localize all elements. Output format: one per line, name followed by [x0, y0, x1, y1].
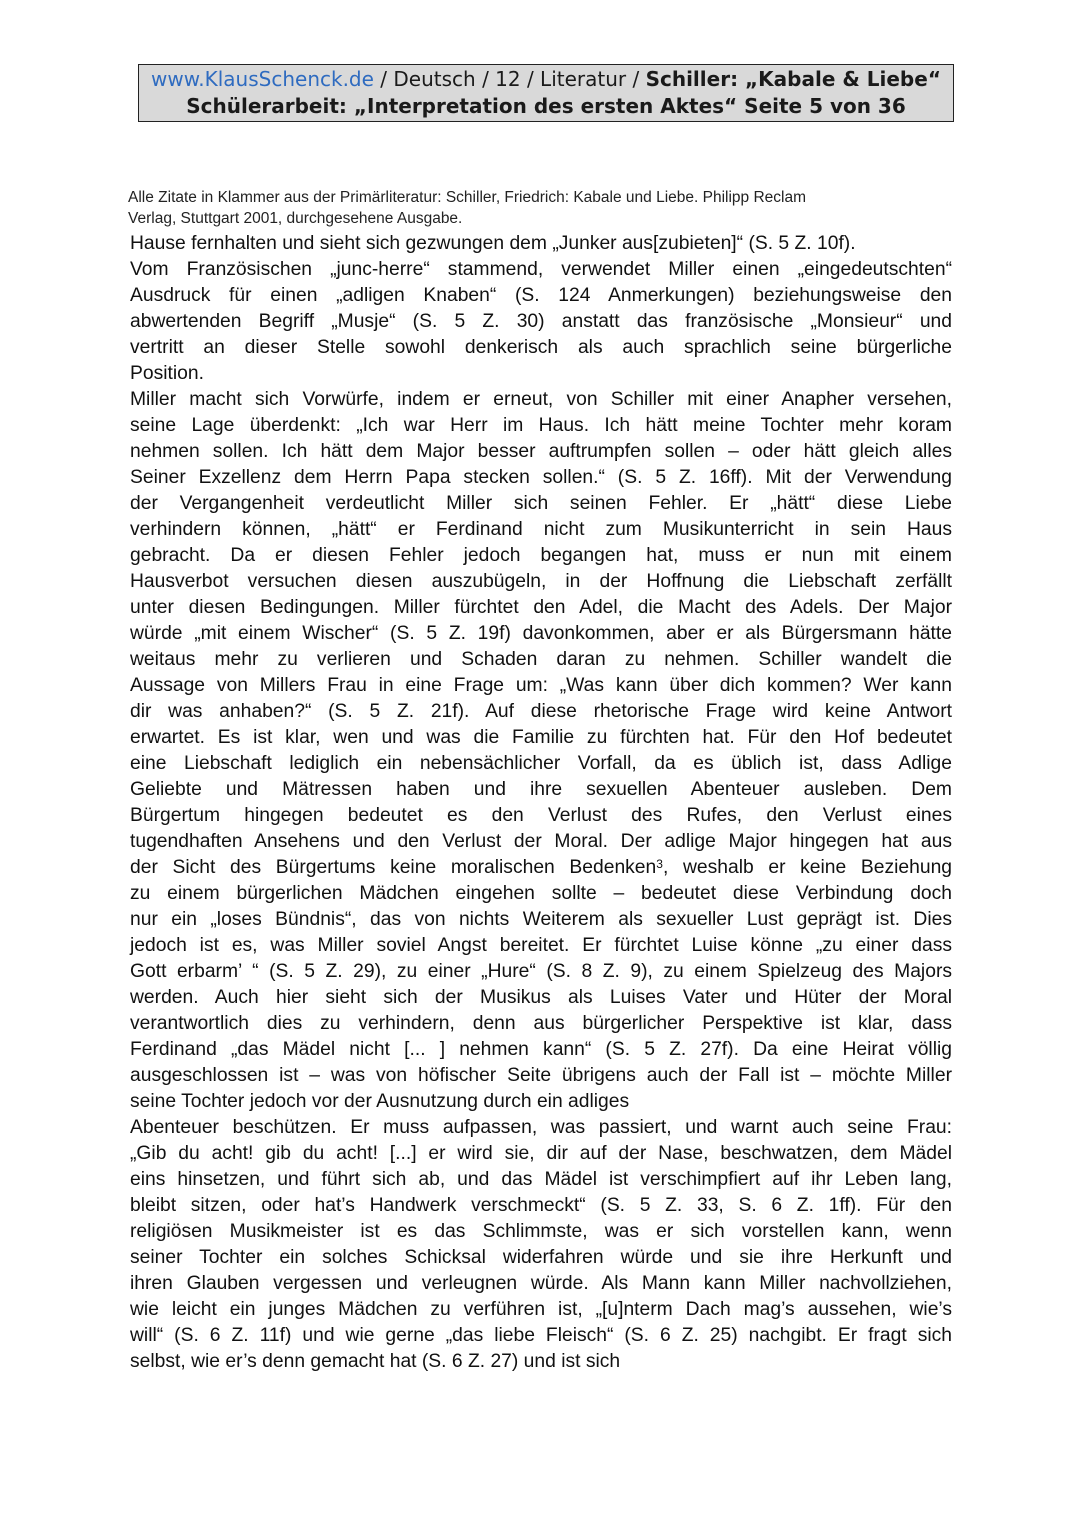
body-line [130, 439, 952, 465]
body-line-text: ausgeschlossen ist – was von höfischer Seite übrigens auch der Fall ist – möchte Miller [130, 1065, 952, 1086]
body-line [130, 283, 952, 309]
body-text [130, 231, 952, 1375]
body-line-text: „Gib du acht! gib du acht! [...] er wird sie, dir auf der Nase, beschwatzen, dem Mädel [130, 1143, 952, 1164]
body-line [130, 517, 952, 543]
body-line [130, 699, 952, 725]
body-line-text: Geliebte und Mätressen haben und ihre sexuellen Abenteuer ausleben. Dem [130, 779, 952, 800]
body-line-text: Aussage von Millers Frau in eine Frage um: „Was kann über dich kommen? Wer kann [130, 675, 952, 696]
header-work-title: Schiller: „Kabale & Liebe“ [645, 67, 941, 91]
body-line [130, 309, 952, 335]
body-line-text: seine Lage überdenkt: „Ich war Herr im Haus. Ich hätt meine Tochter mehr koram [130, 415, 952, 436]
body-line-text: Ferdinand „das Mädel nicht [... ] nehmen kann“ (S. 5 Z. 27f). Da eine Heirat völlig [130, 1039, 952, 1060]
body-line-text: tugendhaften Ansehens und den Verlust der Moral. Der adlige Major hingegen hat aus [130, 831, 952, 852]
body-line [130, 777, 952, 803]
body-line [130, 1089, 952, 1115]
body-line-text: vertritt an dieser Stelle sowohl denkerisch als auch sprachlich seine bürgerliche [130, 337, 952, 358]
body-line [130, 855, 952, 881]
body-line [130, 1323, 952, 1349]
body-line [130, 569, 952, 595]
body-line-text: erwartet. Es ist klar, wen und was die Familie zu fürchten hat. Für den Hof bedeutet [130, 727, 952, 748]
body-line-text: Ausdruck für einen „adligen Knaben“ (S. 124 Anmerkungen) beziehungsweise den [130, 285, 952, 306]
body-line [130, 907, 952, 933]
source-note-line: Alle Zitate in Klammer aus der Primärliteratur: Schiller, Friedrich: Kabale und Liebe. Philipp Reclam [128, 189, 806, 206]
body-line-text: nur ein „loses Bündnis“, das von nichts Weiterem als sexueller Lust geprägt ist. Dies [130, 909, 952, 930]
body-line-text: gebracht. Da er diesen Fehler jedoch begangen hat, muss er nun mit einem [130, 545, 952, 566]
body-line-text: eins hinsetzen, und führt sich ab, und das Mädel ist verschimpfiert auf ihr Leben lang, [130, 1169, 952, 1190]
body-line-text: unter diesen Bedingungen. Miller fürchtet den Adel, die Macht des Adels. Der Major [130, 597, 952, 618]
site-link[interactable]: www.KlausSchenck.de [151, 67, 374, 91]
body-line [130, 1167, 952, 1193]
page-header [138, 64, 954, 122]
body-line [130, 361, 952, 387]
body-line-text: Gott erbarm’ “ (S. 5 Z. 29), zu einer „Hure“ (S. 8 Z. 9), zu einem Spielzeug des Majors [130, 961, 952, 982]
body-line [130, 985, 952, 1011]
body-line [130, 959, 952, 985]
body-line [130, 1297, 952, 1323]
body-line-text: jedoch ist es, was Miller soviel Angst bereitet. Er fürchtet Luise könne „zu einer dass [130, 935, 952, 956]
header-line-1 [139, 66, 953, 93]
body-line-text: dir was anhaben?“ (S. 5 Z. 21f). Auf diese rhetorische Frage wird keine Antwort [130, 701, 952, 722]
body-line [130, 413, 952, 439]
body-line-text: seine Tochter jedoch vor der Ausnutzung durch ein adliges [130, 1091, 630, 1112]
body-line [130, 1193, 952, 1219]
body-line-text: Miller macht sich Vorwürfe, indem er erneut, von Schiller mit einer Anapher versehen, [130, 389, 952, 410]
body-line [130, 1011, 952, 1037]
source-note-line: Verlag, Stuttgart 2001, durchgesehene Ausgabe. [128, 210, 463, 227]
body-line [130, 595, 952, 621]
body-line-text: ihren Glauben vergessen und verleugnen würde. Als Mann kann Miller nachvollziehen, [130, 1273, 952, 1294]
body-line-text: Hause fernhalten und sieht sich gezwungen dem „Junker aus[zubieten]“ (S. 5 Z. 10f). [130, 233, 856, 254]
body-line [130, 621, 952, 647]
header-path: / Deutsch / 12 / Literatur / [373, 67, 646, 91]
body-line [130, 387, 952, 413]
body-line-text: Vom Französischen „junc-herre“ stammend, verwendet Miller einen „eingedeutschten“ [130, 259, 952, 280]
body-line [130, 1219, 952, 1245]
body-line-text: wie leicht ein junges Mädchen zu verführen ist, „[u]nterm Dach mag’s aussehen, wie’s [130, 1299, 952, 1320]
body-line-text: abwertenden Begriff „Musje“ (S. 5 Z. 30) anstatt das französische „Monsieur“ und [130, 311, 952, 332]
body-line [130, 829, 952, 855]
body-line-text: der Sicht des Bürgertums keine moralischen Bedenken [130, 857, 657, 878]
header-line-2: Schülerarbeit: „Interpretation des ersten Aktes“ Seite 5 von 36 [186, 94, 906, 118]
body-line-text: weitaus mehr zu verlieren und Schaden daran zu nehmen. Schiller wandelt die [130, 649, 952, 670]
body-line-text: Position. [130, 363, 204, 384]
body-line-text: selbst, wie er’s denn gemacht hat (S. 6 Z. 27) und ist sich [130, 1351, 621, 1372]
body-line [130, 673, 952, 699]
body-line [130, 751, 952, 777]
body-line-text: werden. Auch hier sieht sich der Musikus als Luises Vater und Hüter der Moral [130, 987, 952, 1008]
body-line-text: würde „mit einem Wischer“ (S. 5 Z. 19f) davonkommen, aber er als Bürgersmann hätte [130, 623, 952, 644]
body-line [130, 803, 952, 829]
body-line-text: nehmen sollen. Ich hätt dem Major besser auftrumpfen sollen – oder hätt gleich alles [130, 441, 952, 462]
body-line [130, 725, 952, 751]
body-line [130, 231, 952, 257]
body-line-text: Abenteuer beschützen. Er muss aufpassen, was passiert, und warnt auch seine Frau: [130, 1117, 952, 1138]
source-note [128, 187, 928, 229]
body-line [130, 933, 952, 959]
body-line [130, 257, 952, 283]
body-line [130, 1037, 952, 1063]
body-line [130, 543, 952, 569]
body-line-text: seiner Tochter ein solches Schicksal widerfahren würde und sie ihre Herkunft und [130, 1247, 952, 1268]
body-line-text: will“ (S. 6 Z. 11f) und wie gerne „das liebe Fleisch“ (S. 6 Z. 25) nachgibt. Er fragt sich [130, 1325, 952, 1346]
body-line [130, 335, 952, 361]
body-line [130, 1115, 952, 1141]
body-line [130, 647, 952, 673]
body-line-text: zu einem bürgerlichen Mädchen eingehen sollte – bedeutet diese Verbindung doch [130, 883, 952, 904]
body-line [130, 1349, 952, 1375]
body-line-text: Hausverbot versuchen diesen auszubügeln, in der Hoffnung die Liebschaft zerfällt [130, 571, 952, 592]
body-line-text: religiösen Musikmeister ist es das Schlimmste, was er sich vorstellen kann, wenn [130, 1221, 952, 1242]
footnote-marker: 3 [656, 857, 663, 871]
body-line-text: verhindern können, „hätt“ er Ferdinand nicht zum Musikunterricht in sein Haus [130, 519, 952, 540]
body-line-text: der Vergangenheit verdeutlicht Miller sich seinen Fehler. Er „hätt“ diese Liebe [130, 493, 952, 514]
body-line-text: verantwortlich dies zu verhindern, denn aus bürgerlicher Perspektive ist klar, dass [130, 1013, 952, 1034]
body-line-text: eine Liebschaft lediglich ein nebensächlicher Vorfall, da es üblich ist, dass Adlige [130, 753, 952, 774]
body-line [130, 1141, 952, 1167]
body-line-text: , weshalb er keine Beziehung [662, 857, 953, 878]
body-line-text: Bürgertum hingegen bedeutet es den Verlust des Rufes, den Verlust eines [130, 805, 952, 826]
body-line [130, 881, 952, 907]
body-line [130, 1245, 952, 1271]
body-line-text: Seiner Exzellenz dem Herrn Papa stecken sollen.“ (S. 5 Z. 16ff). Mit der Verwendung [130, 467, 952, 488]
body-line [130, 465, 952, 491]
body-line [130, 491, 952, 517]
body-line-text: bleibt sitzen, oder hat’s Handwerk verschmeckt“ (S. 5 Z. 33, S. 6 Z. 1ff). Für den [130, 1195, 952, 1216]
body-line [130, 1063, 952, 1089]
body-line [130, 1271, 952, 1297]
